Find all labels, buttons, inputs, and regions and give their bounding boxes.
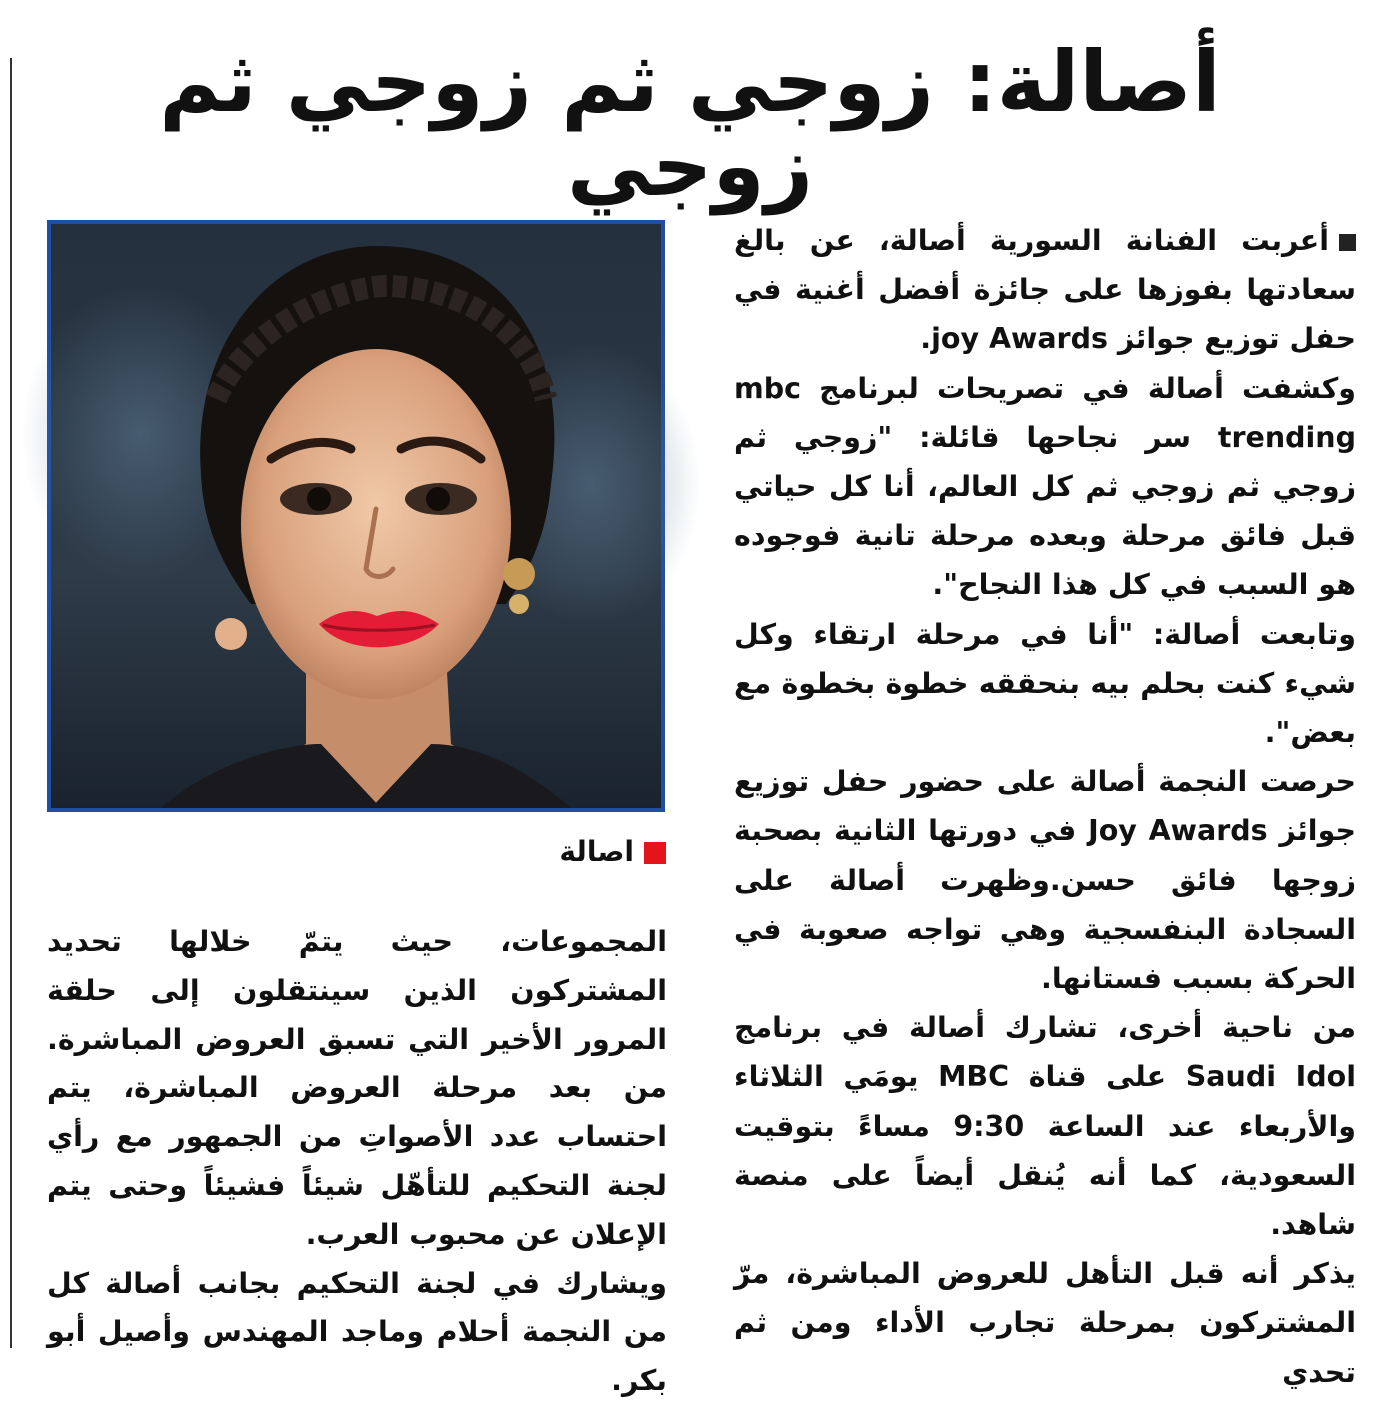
caption-text: اصالة <box>559 835 634 868</box>
body-paragraph: المجموعات، حيث يتمّ خلالها تحديد المشتركون الذين سينتقلون إلى حلقة المرور الأخير التي تسبق العروض المباشرة. من بعد مرحلة العروض المباشرة، يتم احتساب عدد الأصواتِ من الجمهور مع رأي لجنة التحكيم للتأهّل شيئاً فشيئاً وحتى يتم الإعلان عن محبوب العرب. <box>47 925 667 1251</box>
paragraph-text: أعربت الفنانة السورية أصالة، عن بالغ سعادتها بفوزها على جائزة أفضل أغنية في حفل توزيع جوائز joy Awards. <box>734 224 1356 356</box>
column-divider-line <box>10 58 12 1348</box>
body-paragraph: وكشفت أصالة في تصريحات لبرنامج mbc trending سر نجاحها قائلة: "زوجي ثم زوجي ثم زوجي ثم كل العالم، أنا كل حياتي قبل فائق مرحلة وبعده مرحلة تانية فوجوده هو السبب في كل هذا النجاح". <box>734 371 1356 602</box>
body-paragraph: من ناحية أخرى، تشارك أصالة في برنامج Saudi Idol على قناة MBC يومَي الثلاثاء والأربعاء عند الساعة 9:30 مساءً بتوقيت السعودية، كما أنه يُنقل أيضاً على منصة شاهد. <box>734 1011 1356 1242</box>
photo-caption <box>440 830 666 874</box>
red-square-icon <box>644 842 666 864</box>
body-paragraph <box>734 216 1356 364</box>
square-bullet-icon <box>1339 234 1356 251</box>
body-paragraph: يذكر أنه قبل التأهل للعروض المباشرة، مرّ المشتركون بمرحلة تجارب الأداء ومن ثم تحدي <box>734 1257 1356 1389</box>
headline: أصالة: زوجي ثم زوجي ثم زوجي <box>159 33 1221 215</box>
article-body-left-column <box>47 918 667 1398</box>
body-paragraph: ويشارك في لجنة التحكيم بجانب أصالة كل من النجمة أحلام وماجد المهندس وأصيل أبو بكر. <box>47 1266 667 1398</box>
portrait-illustration <box>51 224 661 808</box>
article-body-right-column <box>734 216 1356 1389</box>
body-paragraph: وتابعت أصالة: "أنا في مرحلة ارتقاء وكل شيء كنت بحلم بيه بنحققه خطوة بخطوة مع بعض". <box>734 617 1356 750</box>
article-photo <box>47 220 665 812</box>
body-paragraph: حرصت النجمة أصالة على حضور حفل توزيع جوائز Joy Awards في دورتها الثانية بصحبة زوجها فائق حسن.وظهرت أصالة على السجادة البنفسجية وهي تواجه صعوبة في الحركة بسبب فستانها. <box>734 765 1356 996</box>
